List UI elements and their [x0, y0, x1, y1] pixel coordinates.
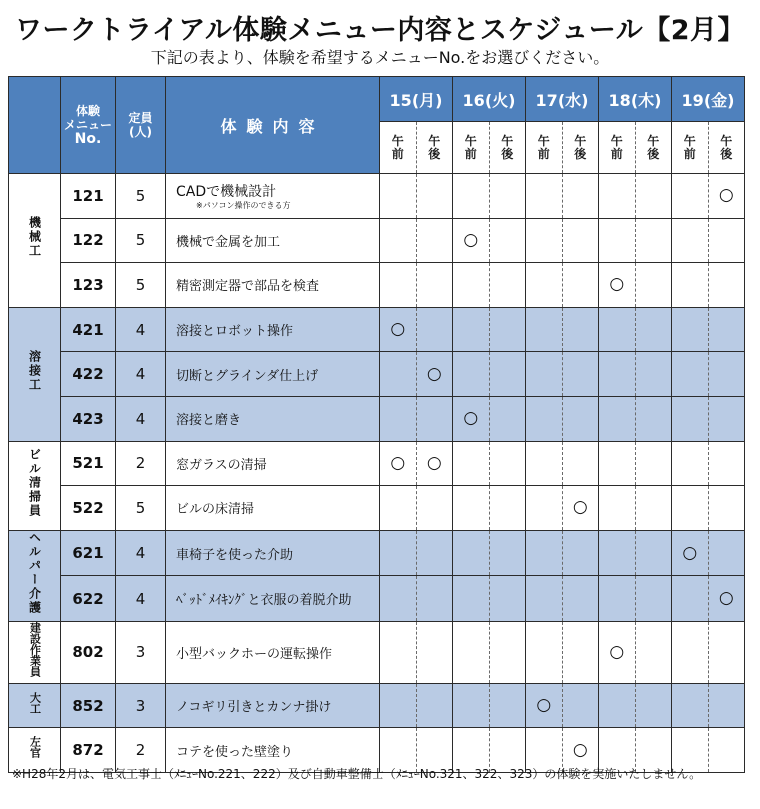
schedule-slot	[380, 576, 417, 622]
menu-content: ノコギリ引きとカンナ掛け	[166, 683, 380, 728]
schedule-slot	[489, 263, 526, 308]
schedule-slot	[708, 396, 745, 441]
menu-number: 123	[61, 263, 116, 308]
schedule-mark: ○	[599, 263, 636, 308]
schedule-slot	[672, 441, 709, 486]
schedule-mark: ○	[562, 728, 599, 773]
capacity-value: 3	[116, 621, 166, 683]
schedule-slot	[380, 486, 417, 531]
schedule-slot	[635, 576, 672, 622]
schedule-slot	[599, 576, 636, 622]
schedule-slot	[599, 530, 636, 576]
schedule-slot	[562, 174, 599, 219]
schedule-slot	[599, 441, 636, 486]
schedule-slot	[416, 218, 453, 263]
schedule-slot	[489, 307, 526, 352]
table-row	[9, 263, 745, 308]
menu-content: ﾍﾞｯﾄﾞﾒｲｷﾝｸﾞと衣服の着脱介助	[166, 576, 380, 622]
schedule-slot	[562, 683, 599, 728]
schedule-slot	[635, 218, 672, 263]
category-label: 機械工	[9, 174, 61, 308]
schedule-slot	[526, 441, 563, 486]
schedule-slot	[672, 307, 709, 352]
menu-content: 窓ガラスの清掃	[166, 441, 380, 486]
schedule-slot	[453, 576, 490, 622]
schedule-slot	[380, 174, 417, 219]
menu-number: 122	[61, 218, 116, 263]
schedule-slot	[708, 218, 745, 263]
table-row	[9, 683, 745, 728]
schedule-slot	[672, 218, 709, 263]
table-row	[9, 486, 745, 531]
category-label: 溶接工	[9, 307, 61, 441]
schedule-slot	[635, 396, 672, 441]
schedule-slot	[526, 396, 563, 441]
menu-content: コテを使った壁塗り	[166, 728, 380, 773]
category-label: 建設作業員	[9, 621, 61, 683]
schedule-slot	[635, 174, 672, 219]
schedule-mark: ○	[453, 218, 490, 263]
menu-number: 423	[61, 396, 116, 441]
category-label: ビル清掃員	[9, 441, 61, 530]
schedule-slot	[416, 621, 453, 683]
schedule-slot	[635, 441, 672, 486]
schedule-slot	[453, 486, 490, 531]
schedule-slot	[672, 263, 709, 308]
menu-number: 522	[61, 486, 116, 531]
schedule-slot	[562, 352, 599, 397]
schedule-slot	[380, 263, 417, 308]
schedule-slot	[708, 530, 745, 576]
menu-number: 852	[61, 683, 116, 728]
schedule-slot	[380, 683, 417, 728]
menu-content: 溶接とロボット操作	[166, 307, 380, 352]
capacity-value: 4	[116, 352, 166, 397]
schedule-slot	[416, 307, 453, 352]
schedule-slot	[672, 352, 709, 397]
schedule-slot	[635, 621, 672, 683]
table-row	[9, 396, 745, 441]
schedule-slot	[526, 218, 563, 263]
schedule-slot	[489, 218, 526, 263]
header-am-4: 午 前	[672, 122, 709, 174]
menu-number: 872	[61, 728, 116, 773]
capacity-value: 4	[116, 530, 166, 576]
schedule-mark: ○	[599, 621, 636, 683]
schedule-slot	[635, 352, 672, 397]
schedule-slot	[489, 530, 526, 576]
schedule-slot	[489, 486, 526, 531]
schedule-slot	[526, 576, 563, 622]
schedule-slot	[526, 174, 563, 219]
schedule-slot	[599, 174, 636, 219]
capacity-value: 5	[116, 218, 166, 263]
schedule-slot	[489, 576, 526, 622]
schedule-slot	[416, 174, 453, 219]
table-row	[9, 174, 745, 219]
schedule-slot	[526, 263, 563, 308]
schedule-slot	[635, 530, 672, 576]
schedule-slot	[416, 486, 453, 531]
header-day-16: 16(火)	[453, 77, 526, 122]
schedule-slot	[380, 530, 417, 576]
footer-note: ※H28年2月は、電気工事士（ﾒﾆｭｰNo.221、222）及び自動車整備士（ﾒﾆｭｰNo.321、322、323）の体験を実施いたしません。	[12, 767, 702, 781]
schedule-slot	[635, 263, 672, 308]
schedule-slot	[708, 307, 745, 352]
schedule-slot	[489, 683, 526, 728]
header-pm-1: 午 後	[489, 122, 526, 174]
header-day-19: 19(金)	[672, 77, 745, 122]
schedule-slot	[489, 621, 526, 683]
schedule-mark: ○	[453, 396, 490, 441]
menu-content: 小型バックホーの運転操作	[166, 621, 380, 683]
category-label: 大工	[9, 683, 61, 728]
schedule-slot	[562, 307, 599, 352]
schedule-slot	[635, 307, 672, 352]
capacity-value: 2	[116, 441, 166, 486]
header-day-18: 18(木)	[599, 77, 672, 122]
header-day-17: 17(水)	[526, 77, 599, 122]
schedule-slot	[562, 218, 599, 263]
table-row	[9, 576, 745, 622]
schedule-slot	[708, 683, 745, 728]
header-menu-no: 体験 メニュー No.	[61, 77, 116, 174]
menu-content: ビルの床清掃	[166, 486, 380, 531]
capacity-value: 3	[116, 683, 166, 728]
schedule-slot	[380, 352, 417, 397]
header-am-1: 午 前	[453, 122, 490, 174]
schedule-slot	[453, 352, 490, 397]
schedule-slot	[599, 683, 636, 728]
header-capacity: 定員 (人)	[116, 77, 166, 174]
menu-content: CADで機械設計 ※パソコン操作のできる方	[166, 174, 380, 219]
header-pm-4: 午 後	[708, 122, 745, 174]
schedule-slot	[526, 621, 563, 683]
schedule-mark: ○	[380, 441, 417, 486]
schedule-slot	[562, 396, 599, 441]
schedule-mark: ○	[380, 307, 417, 352]
menu-number: 422	[61, 352, 116, 397]
schedule-slot	[599, 396, 636, 441]
schedule-mark: ○	[416, 441, 453, 486]
schedule-slot	[562, 530, 599, 576]
schedule-slot	[599, 307, 636, 352]
schedule-slot	[672, 486, 709, 531]
schedule-slot	[526, 307, 563, 352]
schedule-slot	[635, 683, 672, 728]
menu-number: 621	[61, 530, 116, 576]
schedule-slot	[416, 396, 453, 441]
header-pm-3: 午 後	[635, 122, 672, 174]
schedule-slot	[453, 174, 490, 219]
header-category-blank	[9, 77, 61, 174]
capacity-value: 4	[116, 307, 166, 352]
schedule-slot	[453, 530, 490, 576]
table-row	[9, 621, 745, 683]
capacity-value: 5	[116, 486, 166, 531]
page-subtitle: 下記の表より、体験を希望するメニューNo.をお選びください。	[150, 48, 610, 67]
schedule-slot	[562, 441, 599, 486]
menu-number: 802	[61, 621, 116, 683]
header-day-15: 15(月)	[380, 77, 453, 122]
menu-number: 521	[61, 441, 116, 486]
schedule-slot	[599, 218, 636, 263]
table-row	[9, 530, 745, 576]
schedule-slot	[672, 174, 709, 219]
table-row	[9, 307, 745, 352]
schedule-slot	[416, 683, 453, 728]
schedule-slot	[599, 486, 636, 531]
schedule-slot	[416, 530, 453, 576]
schedule-mark: ○	[708, 174, 745, 219]
header-pm-2: 午 後	[562, 122, 599, 174]
capacity-value: 4	[116, 396, 166, 441]
menu-content: 溶接と磨き	[166, 396, 380, 441]
schedule-slot	[453, 441, 490, 486]
schedule-slot	[562, 621, 599, 683]
header-am-2: 午 前	[526, 122, 563, 174]
schedule-slot	[672, 683, 709, 728]
schedule-slot	[708, 263, 745, 308]
header-am-0: 午 前	[380, 122, 417, 174]
schedule-slot	[708, 621, 745, 683]
table-row	[9, 441, 745, 486]
schedule-slot	[599, 352, 636, 397]
schedule-slot	[526, 352, 563, 397]
menu-content: 車椅子を使った介助	[166, 530, 380, 576]
menu-content: 切断とグラインダ仕上げ	[166, 352, 380, 397]
schedule-slot	[708, 441, 745, 486]
schedule-slot	[416, 263, 453, 308]
schedule-mark: ○	[672, 530, 709, 576]
schedule-mark: ○	[562, 486, 599, 531]
menu-number: 121	[61, 174, 116, 219]
schedule-slot	[672, 396, 709, 441]
schedule-slot	[489, 352, 526, 397]
schedule-slot	[562, 263, 599, 308]
schedule-slot	[635, 486, 672, 531]
schedule-slot	[453, 307, 490, 352]
capacity-value: 5	[116, 263, 166, 308]
schedule-slot	[453, 263, 490, 308]
page-title: ワークトライアル体験メニュー内容とスケジュール【2月】	[15, 15, 745, 46]
table-row	[9, 352, 745, 397]
schedule-slot	[453, 621, 490, 683]
schedule-slot	[526, 486, 563, 531]
schedule-slot	[672, 576, 709, 622]
schedule-slot	[489, 441, 526, 486]
table-row	[9, 218, 745, 263]
capacity-value: 2	[116, 728, 166, 773]
schedule-slot	[708, 352, 745, 397]
header-content: 体験内容	[166, 77, 380, 174]
schedule-slot	[562, 576, 599, 622]
schedule-table	[8, 76, 745, 773]
schedule-slot	[526, 530, 563, 576]
category-label: ヘルパー介護	[9, 530, 61, 621]
header-am-3: 午 前	[599, 122, 636, 174]
schedule-slot	[489, 396, 526, 441]
schedule-slot	[453, 683, 490, 728]
schedule-mark: ○	[526, 683, 563, 728]
schedule-slot	[672, 621, 709, 683]
menu-content: 機械で金属を加工	[166, 218, 380, 263]
menu-content: 精密測定器で部品を検査	[166, 263, 380, 308]
capacity-value: 5	[116, 174, 166, 219]
schedule-mark: ○	[416, 352, 453, 397]
schedule-slot	[708, 486, 745, 531]
schedule-slot	[380, 396, 417, 441]
header-pm-0: 午 後	[416, 122, 453, 174]
menu-note: ※パソコン操作のできる方	[196, 201, 291, 211]
menu-number: 622	[61, 576, 116, 622]
schedule-slot	[416, 576, 453, 622]
category-label: 左官	[9, 728, 61, 773]
schedule-slot	[380, 621, 417, 683]
schedule-mark: ○	[708, 576, 745, 622]
schedule-slot	[380, 218, 417, 263]
capacity-value: 4	[116, 576, 166, 622]
schedule-slot	[489, 174, 526, 219]
menu-number: 421	[61, 307, 116, 352]
